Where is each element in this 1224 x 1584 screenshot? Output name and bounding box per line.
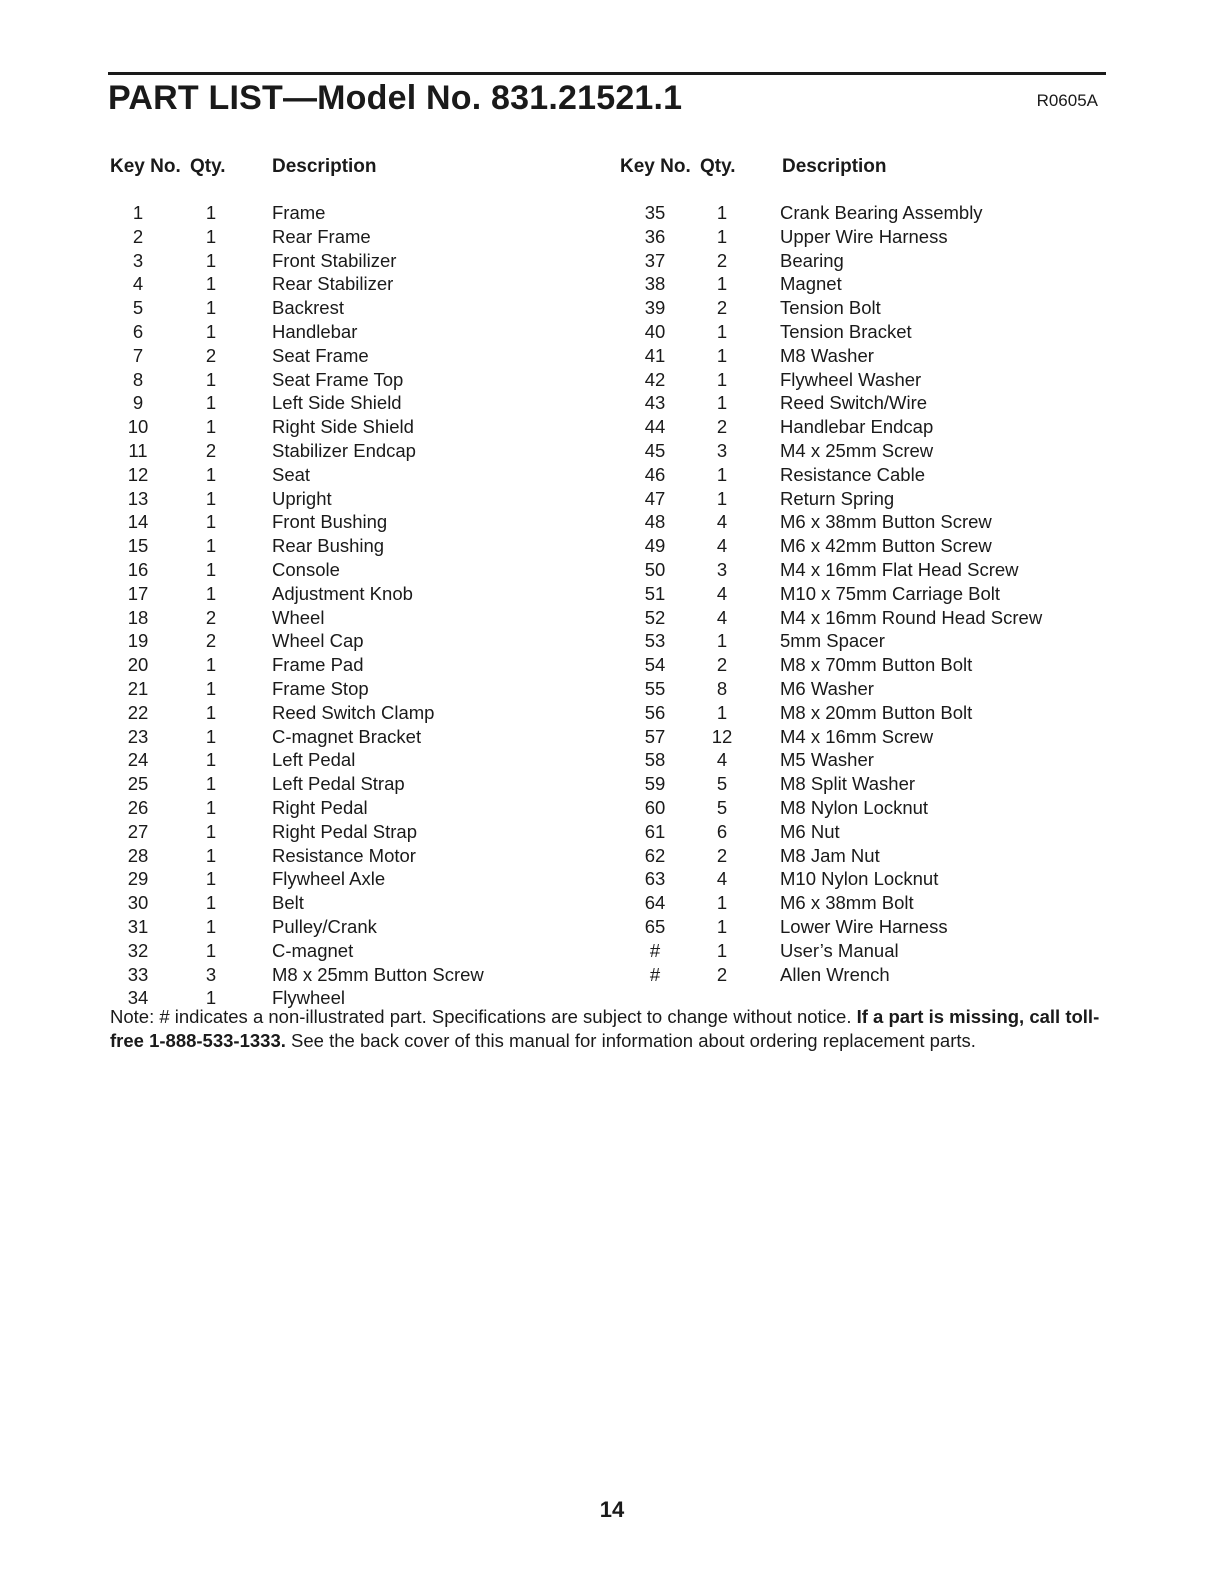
part-key-no: 19 bbox=[127, 630, 149, 652]
page-title: PART LIST—Model No. 831.21521.1 bbox=[108, 79, 683, 117]
part-qty: 4 bbox=[716, 606, 728, 628]
part-row bbox=[110, 677, 610, 701]
part-description: Flywheel Washer bbox=[780, 368, 922, 390]
part-key-no: 46 bbox=[644, 463, 666, 485]
part-row bbox=[110, 487, 610, 511]
part-qty: 1 bbox=[205, 892, 217, 914]
part-key-no: 6 bbox=[132, 320, 144, 342]
part-description: Right Side Shield bbox=[272, 416, 414, 438]
part-row bbox=[620, 796, 1120, 820]
page-number: 14 bbox=[599, 1497, 625, 1522]
part-description: Rear Stabilizer bbox=[272, 273, 394, 295]
part-row bbox=[110, 653, 610, 677]
part-row bbox=[110, 439, 610, 463]
part-qty: 1 bbox=[716, 320, 728, 342]
part-row bbox=[620, 272, 1120, 296]
part-row bbox=[110, 201, 610, 225]
part-key-no: 26 bbox=[127, 796, 149, 818]
part-row bbox=[110, 415, 610, 439]
part-qty: 3 bbox=[716, 439, 728, 461]
part-key-no: 45 bbox=[644, 439, 666, 461]
part-row bbox=[620, 820, 1120, 844]
part-key-no: 1 bbox=[132, 202, 144, 223]
part-description: Upright bbox=[272, 487, 332, 509]
part-qty: 1 bbox=[205, 677, 217, 699]
column-header bbox=[620, 154, 1120, 180]
part-qty: 1 bbox=[716, 701, 728, 723]
part-description: Front Stabilizer bbox=[272, 249, 397, 271]
part-row bbox=[110, 844, 610, 868]
part-row bbox=[110, 867, 610, 891]
part-qty: 1 bbox=[205, 392, 217, 414]
part-key-no: 31 bbox=[127, 915, 149, 937]
part-row bbox=[110, 915, 610, 939]
description-header: Description bbox=[272, 156, 377, 177]
part-key-no: 11 bbox=[128, 439, 148, 461]
part-row bbox=[620, 915, 1120, 939]
part-row bbox=[110, 320, 610, 344]
part-row bbox=[620, 606, 1120, 630]
part-description: M5 Washer bbox=[780, 749, 874, 771]
part-row bbox=[110, 463, 610, 487]
part-row bbox=[620, 867, 1120, 891]
part-description: Pulley/Crank bbox=[272, 915, 377, 937]
part-qty: 1 bbox=[716, 273, 728, 295]
part-row bbox=[110, 629, 610, 653]
part-row bbox=[620, 249, 1120, 273]
part-key-no: 50 bbox=[644, 558, 666, 580]
part-row bbox=[620, 415, 1120, 439]
part-qty: 1 bbox=[716, 202, 728, 223]
part-description: Left Pedal Strap bbox=[272, 773, 405, 795]
part-description: Stabilizer Endcap bbox=[272, 439, 416, 461]
part-row bbox=[620, 510, 1120, 534]
part-qty: 8 bbox=[716, 677, 728, 699]
part-key-no: 22 bbox=[127, 701, 149, 723]
part-key-no: 8 bbox=[132, 368, 144, 390]
part-qty: 2 bbox=[716, 963, 728, 985]
part-description: Frame Pad bbox=[272, 654, 364, 676]
part-key-no: 23 bbox=[127, 725, 149, 747]
part-qty: 1 bbox=[205, 558, 217, 580]
part-description: M10 Nylon Locknut bbox=[780, 868, 939, 890]
part-key-no: 60 bbox=[644, 796, 666, 818]
part-key-no: 12 bbox=[127, 463, 149, 485]
part-description: C-magnet Bracket bbox=[272, 725, 422, 747]
part-key-no: 17 bbox=[127, 582, 149, 604]
part-qty: 2 bbox=[205, 630, 217, 652]
part-qty: 1 bbox=[716, 915, 728, 937]
part-description: M8 Nylon Locknut bbox=[780, 796, 929, 818]
part-description: M8 x 25mm Button Screw bbox=[272, 963, 484, 985]
part-qty: 1 bbox=[205, 368, 217, 390]
part-qty: 1 bbox=[716, 630, 728, 652]
part-key-no: 41 bbox=[644, 344, 666, 366]
part-description: Crank Bearing Assembly bbox=[780, 202, 983, 223]
part-qty: 1 bbox=[716, 392, 728, 414]
part-qty: 3 bbox=[205, 963, 217, 985]
part-row bbox=[110, 272, 610, 296]
part-qty: 2 bbox=[716, 297, 728, 319]
part-key-no: 53 bbox=[644, 630, 666, 652]
part-qty: 1 bbox=[205, 701, 217, 723]
part-description: Front Bushing bbox=[272, 511, 388, 533]
parts-column-left bbox=[110, 154, 610, 1010]
part-qty: 1 bbox=[205, 773, 217, 795]
part-row bbox=[620, 391, 1120, 415]
part-description: M4 x 16mm Screw bbox=[780, 725, 934, 747]
part-description: M4 x 16mm Round Head Screw bbox=[780, 606, 1043, 628]
part-key-no: 4 bbox=[132, 273, 144, 295]
part-description: 5mm Spacer bbox=[780, 630, 885, 652]
part-row bbox=[620, 725, 1120, 749]
part-row bbox=[110, 534, 610, 558]
part-row bbox=[620, 487, 1120, 511]
part-qty: 1 bbox=[205, 939, 217, 961]
part-row bbox=[110, 368, 610, 392]
part-key-no: 3 bbox=[132, 249, 144, 271]
parts-column-right bbox=[620, 154, 1120, 986]
part-row bbox=[620, 844, 1120, 868]
part-row bbox=[110, 391, 610, 415]
part-row bbox=[620, 201, 1120, 225]
part-qty: 4 bbox=[716, 511, 728, 533]
part-key-no: 42 bbox=[644, 368, 666, 390]
note-text-end: See the back cover of this manual for information about ordering replacement parts. bbox=[285, 1029, 976, 1051]
part-description: M4 x 16mm Flat Head Screw bbox=[780, 558, 1019, 580]
part-description: Flywheel Axle bbox=[272, 868, 386, 890]
qty-header: Qty. bbox=[190, 156, 226, 177]
part-key-no: 30 bbox=[127, 892, 149, 914]
part-description: Console bbox=[272, 558, 340, 580]
part-description: Handlebar Endcap bbox=[780, 416, 934, 438]
part-qty: 4 bbox=[716, 868, 728, 890]
part-description: Belt bbox=[272, 892, 304, 914]
part-key-no: 63 bbox=[644, 868, 666, 890]
part-key-no: 49 bbox=[644, 535, 666, 557]
part-row bbox=[110, 891, 610, 915]
part-qty: 1 bbox=[205, 987, 217, 1009]
document-code: R0605A bbox=[1036, 91, 1098, 110]
part-qty: 1 bbox=[205, 725, 217, 747]
part-key-no: 14 bbox=[127, 511, 149, 533]
key-no-header: Key No. bbox=[620, 156, 691, 177]
key-no-header: Key No. bbox=[110, 156, 181, 177]
part-description: Seat Frame bbox=[272, 344, 369, 366]
part-key-no: 21 bbox=[127, 677, 149, 699]
part-description: M4 x 25mm Screw bbox=[780, 439, 934, 461]
part-description: Right Pedal bbox=[272, 796, 368, 818]
part-qty: 1 bbox=[205, 796, 217, 818]
part-key-no: 2 bbox=[132, 225, 144, 247]
part-key-no: 58 bbox=[644, 749, 666, 771]
part-qty: 1 bbox=[205, 915, 217, 937]
part-qty: 5 bbox=[716, 773, 728, 795]
parts-list-right bbox=[620, 201, 1120, 986]
part-key-no: 44 bbox=[644, 416, 666, 438]
part-description: Allen Wrench bbox=[780, 963, 890, 985]
part-row bbox=[620, 653, 1120, 677]
part-qty: 2 bbox=[205, 439, 217, 461]
part-row bbox=[620, 320, 1120, 344]
part-key-no: 28 bbox=[127, 844, 149, 866]
part-key-no: 48 bbox=[644, 511, 666, 533]
part-row bbox=[110, 510, 610, 534]
part-qty: 1 bbox=[205, 820, 217, 842]
part-description: M8 x 70mm Button Bolt bbox=[780, 654, 973, 676]
note-text: Note: # indicates a non-illustrated part. Specifications are subject to change without notice. bbox=[110, 1006, 857, 1027]
part-qty: 1 bbox=[716, 939, 728, 961]
part-key-no: 13 bbox=[127, 487, 149, 509]
part-qty: 1 bbox=[205, 844, 217, 866]
part-description: Return Spring bbox=[780, 487, 895, 509]
part-key-no: 29 bbox=[127, 868, 149, 890]
part-description: Upper Wire Harness bbox=[780, 225, 948, 247]
part-description: User’s Manual bbox=[780, 939, 899, 961]
part-key-no: 33 bbox=[127, 963, 149, 985]
part-row bbox=[620, 629, 1120, 653]
part-description: M6 x 38mm Button Screw bbox=[780, 511, 992, 533]
part-description: M10 x 75mm Carriage Bolt bbox=[780, 582, 1001, 604]
part-description: Seat bbox=[272, 463, 311, 485]
part-key-no: 35 bbox=[644, 202, 666, 223]
part-row bbox=[110, 558, 610, 582]
part-description: Resistance Cable bbox=[780, 463, 925, 485]
part-description: Reed Switch/Wire bbox=[780, 392, 928, 414]
part-qty: 5 bbox=[716, 796, 728, 818]
part-qty: 4 bbox=[716, 535, 728, 557]
part-row bbox=[620, 939, 1120, 963]
part-row bbox=[110, 606, 610, 630]
part-key-no: 36 bbox=[644, 225, 666, 247]
part-qty: 1 bbox=[205, 749, 217, 771]
part-qty: 1 bbox=[205, 511, 217, 533]
part-qty: 1 bbox=[716, 225, 728, 247]
part-key-no: 16 bbox=[127, 558, 149, 580]
part-key-no: 43 bbox=[644, 392, 666, 414]
part-qty: 1 bbox=[205, 202, 217, 223]
part-row bbox=[620, 582, 1120, 606]
part-qty: 1 bbox=[205, 868, 217, 890]
part-key-no: 5 bbox=[132, 297, 144, 319]
part-description: Rear Frame bbox=[272, 225, 371, 247]
part-key-no: 56 bbox=[644, 701, 666, 723]
part-qty: 1 bbox=[205, 535, 217, 557]
part-key-no: 10 bbox=[127, 416, 149, 438]
part-description: M8 Jam Nut bbox=[780, 844, 880, 866]
part-key-no: 7 bbox=[132, 344, 144, 366]
part-row bbox=[620, 677, 1120, 701]
part-row bbox=[620, 891, 1120, 915]
part-qty: 1 bbox=[716, 892, 728, 914]
part-description: Backrest bbox=[272, 297, 344, 319]
part-key-no: # bbox=[649, 963, 661, 985]
description-header: Description bbox=[782, 156, 887, 177]
part-row bbox=[110, 963, 610, 987]
part-qty: 1 bbox=[205, 582, 217, 604]
part-description: M8 Washer bbox=[780, 344, 874, 366]
part-row bbox=[110, 748, 610, 772]
part-key-no: 20 bbox=[127, 654, 149, 676]
part-key-no: 27 bbox=[127, 820, 149, 842]
part-qty: 1 bbox=[205, 249, 217, 271]
part-key-no: 52 bbox=[644, 606, 666, 628]
part-row bbox=[620, 558, 1120, 582]
part-row bbox=[110, 772, 610, 796]
part-row bbox=[110, 796, 610, 820]
part-qty: 1 bbox=[716, 344, 728, 366]
part-qty: 6 bbox=[716, 820, 728, 842]
part-row bbox=[620, 368, 1120, 392]
part-key-no: 25 bbox=[127, 773, 149, 795]
part-key-no: 59 bbox=[644, 773, 666, 795]
part-key-no: 57 bbox=[644, 725, 666, 747]
part-description: Wheel Cap bbox=[272, 630, 364, 652]
part-description: M6 x 42mm Button Screw bbox=[780, 535, 992, 557]
part-row bbox=[620, 463, 1120, 487]
part-row bbox=[110, 939, 610, 963]
part-qty: 2 bbox=[716, 249, 728, 271]
part-row bbox=[620, 344, 1120, 368]
part-description: M6 x 38mm Bolt bbox=[780, 892, 914, 914]
part-row bbox=[110, 725, 610, 749]
column-header bbox=[110, 154, 610, 180]
part-description: Seat Frame Top bbox=[272, 368, 404, 390]
part-qty: 4 bbox=[716, 582, 728, 604]
part-key-no: 65 bbox=[644, 915, 666, 937]
part-key-no: 47 bbox=[644, 487, 666, 509]
part-description: Reed Switch Clamp bbox=[272, 701, 435, 723]
part-qty: 4 bbox=[716, 749, 728, 771]
part-description: Handlebar bbox=[272, 320, 358, 342]
part-key-no: 9 bbox=[132, 392, 144, 414]
part-row bbox=[620, 963, 1120, 987]
part-qty: 2 bbox=[205, 606, 217, 628]
part-qty: 1 bbox=[205, 225, 217, 247]
part-description: Lower Wire Harness bbox=[780, 915, 948, 937]
part-key-no: 37 bbox=[644, 249, 666, 271]
part-description: C-magnet bbox=[272, 939, 354, 961]
part-qty: 1 bbox=[716, 368, 728, 390]
part-description: Left Pedal bbox=[272, 749, 356, 771]
part-qty: 1 bbox=[205, 320, 217, 342]
part-key-no: 64 bbox=[644, 892, 666, 914]
part-row bbox=[620, 772, 1120, 796]
part-key-no: 34 bbox=[127, 987, 149, 1009]
part-qty: 2 bbox=[716, 844, 728, 866]
part-row bbox=[620, 534, 1120, 558]
part-key-no: 18 bbox=[127, 606, 149, 628]
part-row bbox=[620, 701, 1120, 725]
part-qty: 1 bbox=[205, 463, 217, 485]
part-key-no: 38 bbox=[644, 273, 666, 295]
part-description: Wheel bbox=[272, 606, 325, 628]
part-row bbox=[110, 344, 610, 368]
part-row bbox=[110, 701, 610, 725]
part-description: Frame bbox=[272, 202, 326, 223]
part-key-no: 32 bbox=[127, 939, 149, 961]
part-qty: 2 bbox=[716, 654, 728, 676]
part-row bbox=[110, 582, 610, 606]
part-key-no: 54 bbox=[644, 654, 666, 676]
note-paragraph bbox=[110, 1005, 1100, 1052]
title-rule bbox=[108, 72, 1106, 75]
part-key-no: 40 bbox=[644, 320, 666, 342]
part-qty: 1 bbox=[716, 463, 728, 485]
part-qty: 12 bbox=[711, 725, 733, 747]
part-key-no: 15 bbox=[127, 535, 149, 557]
part-row bbox=[110, 820, 610, 844]
part-description: M8 x 20mm Button Bolt bbox=[780, 701, 973, 723]
part-qty: 1 bbox=[205, 487, 217, 509]
part-qty: 2 bbox=[205, 344, 217, 366]
part-key-no: 24 bbox=[127, 749, 149, 771]
part-key-no: 51 bbox=[644, 582, 666, 604]
part-description: M6 Washer bbox=[780, 677, 874, 699]
part-description: Rear Bushing bbox=[272, 535, 385, 557]
note-bold-text: If a part is missing, call toll-free 1-888-533-1333. bbox=[110, 1006, 1100, 1051]
part-description: Flywheel bbox=[272, 987, 345, 1009]
part-row bbox=[110, 225, 610, 249]
part-key-no: 39 bbox=[644, 297, 666, 319]
part-qty: 1 bbox=[205, 654, 217, 676]
part-description: Right Pedal Strap bbox=[272, 820, 418, 842]
part-qty: 1 bbox=[205, 273, 217, 295]
part-qty: 3 bbox=[716, 558, 728, 580]
qty-header: Qty. bbox=[700, 156, 736, 177]
part-qty: 1 bbox=[716, 487, 728, 509]
part-description: Magnet bbox=[780, 273, 842, 295]
part-key-no: 62 bbox=[644, 844, 666, 866]
part-key-no: 61 bbox=[644, 820, 666, 842]
part-row bbox=[110, 296, 610, 320]
part-description: Bearing bbox=[780, 249, 844, 271]
part-row bbox=[620, 439, 1120, 463]
part-qty: 1 bbox=[205, 297, 217, 319]
part-description: M8 Split Washer bbox=[780, 773, 916, 795]
part-row bbox=[620, 296, 1120, 320]
part-row bbox=[620, 225, 1120, 249]
part-description: Tension Bracket bbox=[780, 320, 912, 342]
part-row bbox=[110, 249, 610, 273]
part-qty: 1 bbox=[205, 416, 217, 438]
part-row bbox=[620, 748, 1120, 772]
parts-list-left bbox=[110, 201, 610, 1010]
part-description: Resistance Motor bbox=[272, 844, 416, 866]
part-key-no: 55 bbox=[644, 677, 666, 699]
part-description: M6 Nut bbox=[780, 820, 840, 842]
part-description: Frame Stop bbox=[272, 677, 369, 699]
part-description: Tension Bolt bbox=[780, 297, 881, 319]
part-description: Adjustment Knob bbox=[272, 582, 413, 604]
part-qty: 2 bbox=[716, 416, 728, 438]
part-key-no: # bbox=[649, 939, 661, 961]
part-description: Left Side Shield bbox=[272, 392, 402, 414]
